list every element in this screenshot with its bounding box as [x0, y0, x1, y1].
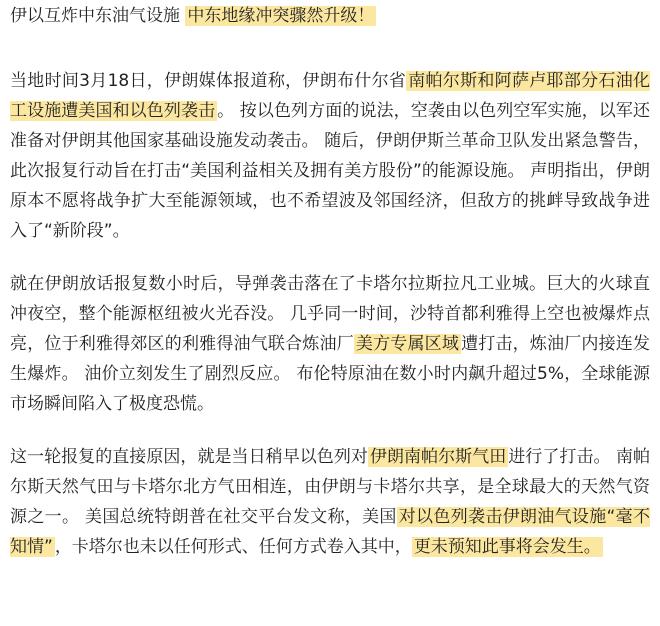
- paragraph-3: [10, 442, 650, 562]
- paragraph-2: [10, 269, 650, 419]
- paragraph-2-text-2: 遭打击，炼油厂内接连发生爆炸。 油价立刻发生了剧烈反应。 布伦特原油在数小时内飙升超过5%，全球能源市场瞬间陷入了极度恐慌。: [10, 334, 651, 414]
- paragraph-3-text-1: 这一轮报复的直接原因，就是当日稍早以色列对: [10, 447, 368, 467]
- headline-highlight: 中东地缘冲突骤然升级！: [187, 6, 375, 26]
- paragraph-3-highlight-3: 更未预知此事将会发生。: [413, 537, 601, 557]
- paragraph-3-highlight-2: 对以色列袭击伊朗油气设施“毫不知情”: [10, 507, 650, 557]
- paragraph-1: [10, 66, 650, 246]
- paragraph-3-highlight-1: 伊朗南帕尔斯气田: [369, 447, 507, 467]
- paragraph-2-text-1: 就在伊朗放话报复数小时后，导弹袭击落在了卡塔尔拉斯拉凡工业城。巨大的火球直冲夜空，整个能源枢纽被火光吞没。 几乎同一时间，沙特首都利雅得上空也被爆炸点亮，位于利雅得郊区的利雅得油气联合炼油厂: [10, 274, 650, 354]
- paragraph-1-text-2: 。 按以色列方面的说法，空袭由以色列空军实施，以军还准备对伊朗其他国家基础设施发动袭击。 随后，伊朗伊斯兰革命卫队发出紧急警告，此次报复行动旨在打击“美国利益相关及拥有美方股份”的能源设施。 声明指出，伊朗原本不愿将战争扩大至能源领域，也不希望波及邻国经济，但敌方的挑衅导致战争进入了“新阶段”。: [10, 101, 651, 241]
- paragraph-1-highlight-1: 南帕尔斯和阿萨卢耶部分石油化工设施遭美国和以色列袭击: [10, 71, 650, 121]
- paragraph-2-highlight-1: 美方专属区域: [355, 334, 460, 354]
- paragraph-3-text-2: 进行了打击。 南帕尔斯天然气田与卡塔尔北方气田相连，由伊朗与卡塔尔共享，是全球最大的天然气资源之一。 美国总统特朗普在社交平台发文称，美国: [10, 447, 651, 527]
- headline: [10, 2, 650, 30]
- paragraph-1-text-1: 当地时间3月18日，伊朗媒体报道称，伊朗布什尔省: [10, 71, 407, 91]
- headline-text: 伊以互炸中东油气设施: [10, 6, 180, 26]
- paragraph-3-text-3: ，卡塔尔也未以任何形式、任何方式卷入其中，: [54, 537, 412, 557]
